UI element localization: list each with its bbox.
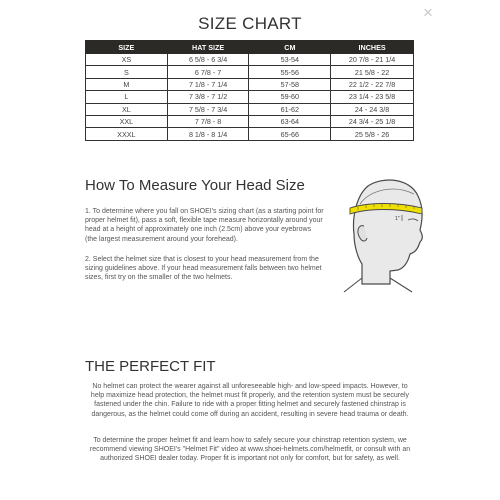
cell-cm: 61-62 [249,103,331,115]
column-header-size: SIZE [86,41,168,54]
cell-hat-size: 6 5/8 - 6 3/4 [167,54,249,66]
perfect-fit-paragraph-1: No helmet can protect the wearer against all unforeseeable high- and low-speed impacts. However, to help maximize head protection, the helmet must fit properly, and the retention system must be securely fastened under the chin. Failure to ride with a proper fitting helmet and securely fastened chinstrap is dangerous, as the helmet could come off during an accident, resulting in severe head trauma or death. [90,383,410,418]
table-row [86,54,414,66]
cell-hat-size: 7 3/8 - 7 1/2 [167,91,249,103]
cell-cm: 55-56 [249,66,331,78]
page-title: SIZE CHART [198,14,302,33]
measure-heading: How To Measure Your Head Size [85,177,305,194]
head-measurement-illustration [338,174,432,294]
table-row [86,128,414,140]
column-header-inches: INCHES [331,41,414,54]
cell-size: XXXL [86,128,168,140]
table-row [86,91,414,103]
column-header-hat-size: HAT SIZE [167,41,249,54]
perfect-fit-heading: THE PERFECT FIT [85,358,216,375]
cell-size: S [86,66,168,78]
cell-size: XS [86,54,168,66]
cell-hat-size: 6 7/8 - 7 [167,66,249,78]
cell-hat-size: 8 1/8 - 8 1/4 [167,128,249,140]
cell-size: XXL [86,115,168,127]
column-header-cm: CM [249,41,331,54]
table-header-row [86,41,414,54]
measure-step-1: 1. To determine where you fall on SHOEI's sizing chart (as a starting point for proper helmet fit), pass a soft, flexible tape measure horizontally around your head at a height of approximately one inch (2.5cm) above your eyebrows (the largest measurement around your forehead). [85,208,324,243]
cell-cm: 53-54 [249,54,331,66]
cell-inches: 22 1/2 - 22 7/8 [331,78,414,90]
cell-inches: 25 5/8 - 26 [331,128,414,140]
perfect-fit-paragraph-2: To determine the proper helmet fit and learn how to safely secure your chinstrap retention system, we recommend viewing SHOEI's "Helmet Fit" video at www.shoei-helmets.com/helmetfit, or consult with an authorized SHOEI dealer today. Proper fit is important not only for comfort, but for safety, as well. [89,437,411,463]
cell-cm: 63-64 [249,115,331,127]
cell-inches: 20 7/8 - 21 1/4 [331,54,414,66]
cell-hat-size: 7 7/8 - 8 [167,115,249,127]
cell-hat-size: 7 5/8 - 7 3/4 [167,103,249,115]
table-row [86,103,414,115]
cell-size: M [86,78,168,90]
cell-size: L [86,91,168,103]
cell-cm: 57-58 [249,78,331,90]
close-icon[interactable]: × [423,3,433,22]
cell-hat-size: 7 1/8 - 7 1/4 [167,78,249,90]
cell-cm: 65-66 [249,128,331,140]
cell-size: XL [86,103,168,115]
inch-label: 1" [395,216,400,222]
cell-inches: 24 3/4 - 25 1/8 [331,115,414,127]
measure-step-2: 2. Select the helmet size that is closest to your head measurement from the sizing guidelines above. If your head measurement falls between two helmet sizes, first try on the smaller of the two helmets. [85,256,322,282]
table-row [86,66,414,78]
cell-cm: 59-60 [249,91,331,103]
size-chart-table [85,40,414,141]
table-row [86,115,414,127]
cell-inches: 24 - 24 3/8 [331,103,414,115]
cell-inches: 23 1/4 - 23 5/8 [331,91,414,103]
table-row [86,78,414,90]
cell-inches: 21 5/8 - 22 [331,66,414,78]
